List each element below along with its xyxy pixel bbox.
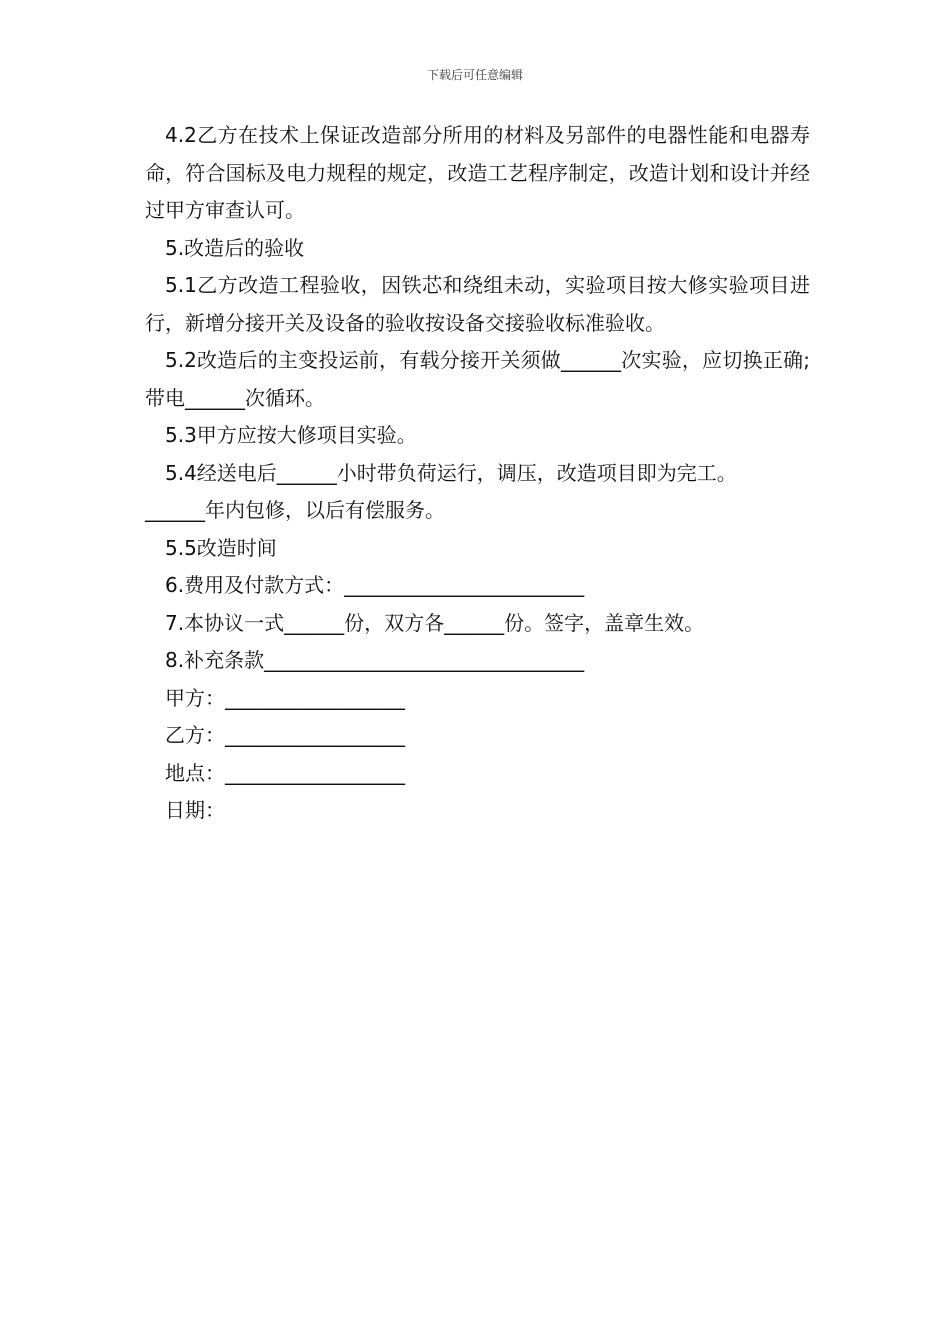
party-b-line: 乙方：__________________ — [165, 723, 405, 747]
clause-5-3: 5.3甲方应按大修项目实验。 — [165, 423, 417, 447]
date-line: 日期： — [165, 798, 225, 822]
section-8-supplement: 8.补充条款________________________________ — [165, 648, 585, 672]
clause-5-2: 5.2改造后的主变投运前，有载分接开关须做______次实验，应切换正确;带电______次循环。 — [145, 348, 810, 410]
document-body — [145, 117, 810, 830]
section-6-payment: 6.费用及付款方式：________________________ — [165, 573, 585, 597]
warranty-line: ______年内包修，以后有偿服务。 — [145, 498, 445, 522]
section-7-copies: 7.本协议一式______份，双方各______份。签字，盖章生效。 — [165, 610, 705, 635]
location-line: 地点：__________________ — [165, 760, 405, 785]
page-header-note: 下载后可任意编辑 — [426, 68, 523, 82]
party-a-line: 甲方：__________________ — [165, 685, 405, 710]
clause-4-2: 4.2乙方在技术上保证改造部分所用的材料及另部件的电器性能和电器寿命，符合国标及电力规程的规定，改造工艺程序制定，改造计划和设计并经过甲方审查认可。 — [145, 123, 810, 222]
clause-5-1: 5.1乙方改造工程验收，因铁芯和绕组未动，实验项目按大修实验项目进行，新增分接开关及设备的验收按设备交接验收标准验收。 — [145, 273, 810, 335]
clause-5-5: 5.5改造时间 — [165, 535, 277, 560]
clause-5-4: 5.4经送电后______小时带负荷运行，调压，改造项目即为完工。 — [165, 460, 737, 485]
section-5-heading: 5.改造后的验收 — [165, 235, 305, 260]
